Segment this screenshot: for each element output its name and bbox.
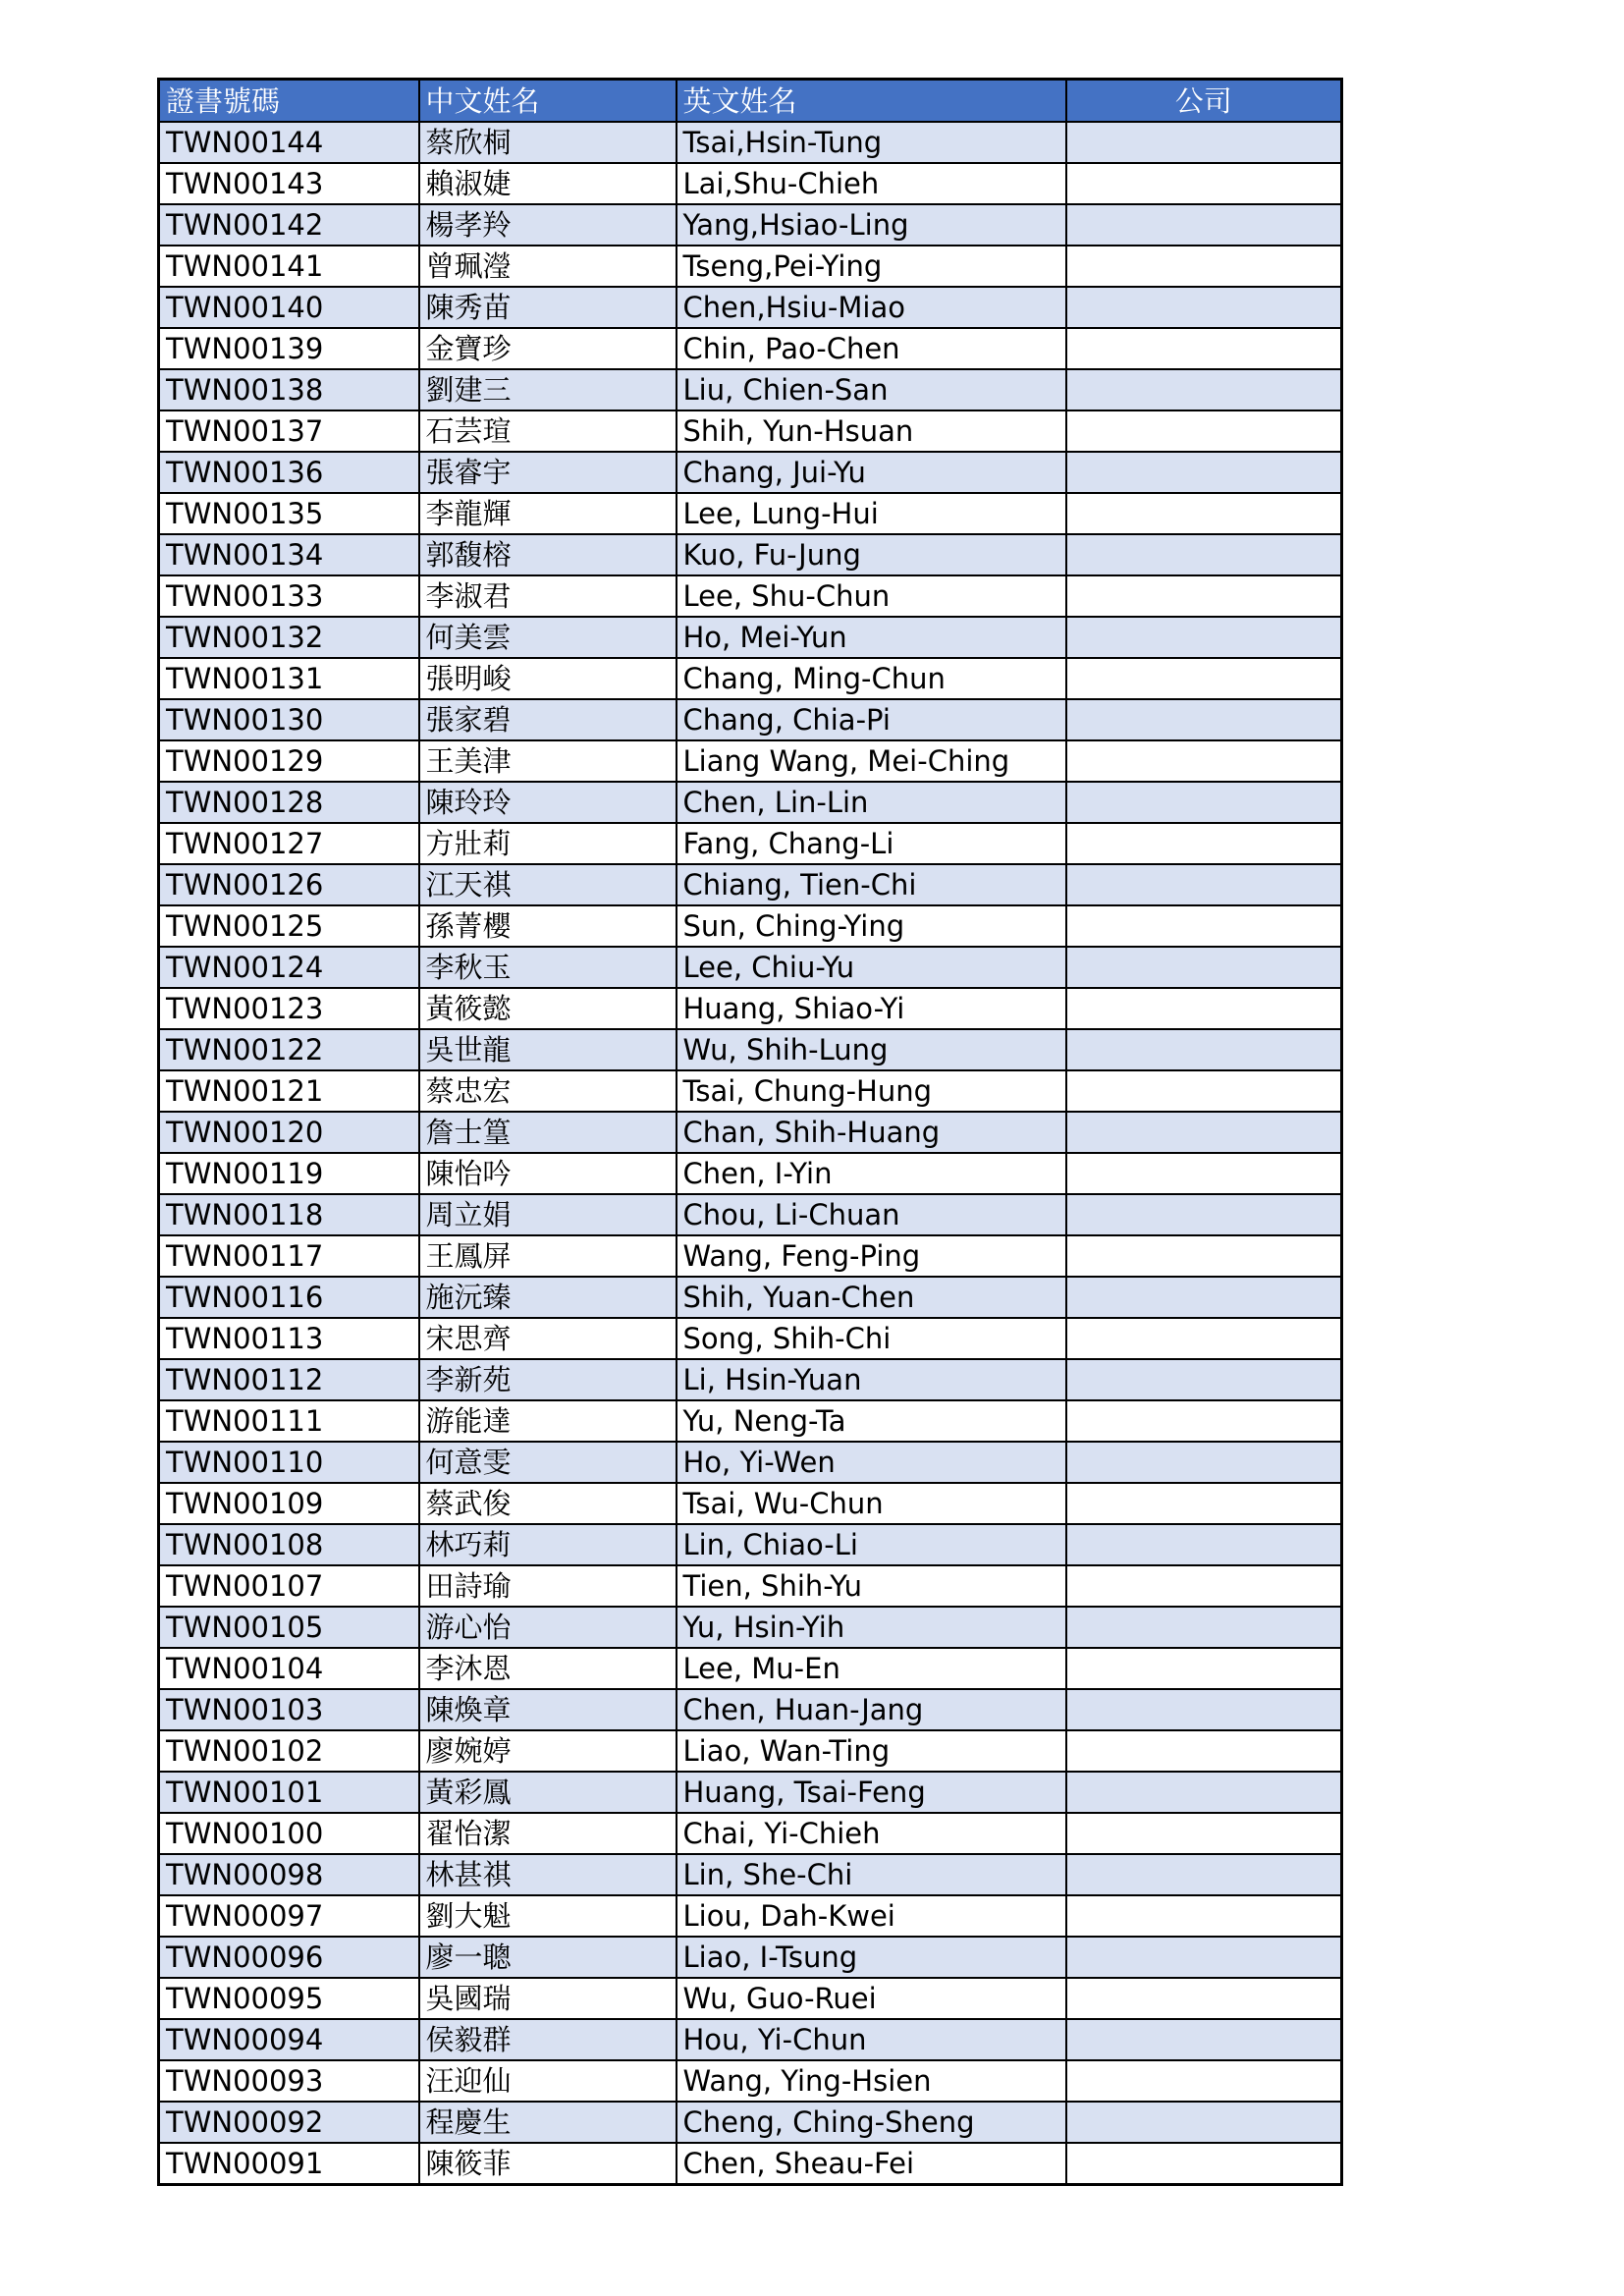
- english-name-cell: Wu, Shih-Lung: [677, 1029, 1066, 1070]
- english-name-cell: Shih, Yuan-Chen: [677, 1277, 1066, 1318]
- table-row: [159, 493, 1342, 534]
- english-name-cell: Song, Shih-Chi: [677, 1318, 1066, 1359]
- table-row: [159, 534, 1342, 575]
- company-cell: [1066, 905, 1342, 947]
- certificate-number-cell: TWN00125: [159, 905, 419, 947]
- company-cell: [1066, 1442, 1342, 1483]
- company-cell: [1066, 1937, 1342, 1978]
- company-cell: [1066, 1854, 1342, 1895]
- chinese-name-cell: 宋思齊: [419, 1318, 677, 1359]
- english-name-cell: Fang, Chang-Li: [677, 823, 1066, 864]
- english-name-cell: Huang, Tsai-Feng: [677, 1772, 1066, 1813]
- certificate-number-cell: TWN00135: [159, 493, 419, 534]
- table-body: [159, 122, 1342, 2185]
- table-row: [159, 740, 1342, 782]
- certificate-number-cell: TWN00130: [159, 699, 419, 740]
- certificate-number-cell: TWN00144: [159, 122, 419, 163]
- english-name-cell: Chai, Yi-Chieh: [677, 1813, 1066, 1854]
- certificate-number-cell: TWN00122: [159, 1029, 419, 1070]
- chinese-name-cell: 林巧莉: [419, 1524, 677, 1565]
- english-name-cell: Tien, Shih-Yu: [677, 1565, 1066, 1607]
- chinese-name-cell: 江天祺: [419, 864, 677, 905]
- english-name-cell: Chen, I-Yin: [677, 1153, 1066, 1194]
- english-name-cell: Wu, Guo-Ruei: [677, 1978, 1066, 2019]
- english-name-cell: Lin, She-Chi: [677, 1854, 1066, 1895]
- english-name-cell: Chen, Huan-Jang: [677, 1689, 1066, 1730]
- chinese-name-cell: 程慶生: [419, 2102, 677, 2143]
- certificate-number-cell: TWN00129: [159, 740, 419, 782]
- company-cell: [1066, 246, 1342, 287]
- chinese-name-cell: 蔡忠宏: [419, 1070, 677, 1112]
- english-name-cell: Ho, Mei-Yun: [677, 617, 1066, 658]
- chinese-name-cell: 石芸瑄: [419, 410, 677, 452]
- company-cell: [1066, 1153, 1342, 1194]
- certificate-number-cell: TWN00102: [159, 1730, 419, 1772]
- english-name-cell: Ho, Yi-Wen: [677, 1442, 1066, 1483]
- chinese-name-cell: 方壯莉: [419, 823, 677, 864]
- company-cell: [1066, 947, 1342, 988]
- certificate-number-cell: TWN00139: [159, 328, 419, 369]
- certificate-number-cell: TWN00143: [159, 163, 419, 204]
- table-row: [159, 1442, 1342, 1483]
- english-name-cell: Chin, Pao-Chen: [677, 328, 1066, 369]
- table-row: [159, 2019, 1342, 2060]
- table-row: [159, 1813, 1342, 1854]
- table-row: [159, 782, 1342, 823]
- certificate-number-cell: TWN00118: [159, 1194, 419, 1235]
- english-name-cell: Tseng,Pei-Ying: [677, 246, 1066, 287]
- table-row: [159, 287, 1342, 328]
- english-name-cell: Li, Hsin-Yuan: [677, 1359, 1066, 1400]
- certificate-number-cell: TWN00117: [159, 1235, 419, 1277]
- certificate-number-cell: TWN00095: [159, 1978, 419, 2019]
- english-name-cell: Huang, Shiao-Yi: [677, 988, 1066, 1029]
- company-cell: [1066, 493, 1342, 534]
- chinese-name-cell: 楊孝羚: [419, 204, 677, 246]
- english-name-cell: Chan, Shih-Huang: [677, 1112, 1066, 1153]
- chinese-name-cell: 施沅臻: [419, 1277, 677, 1318]
- certificate-number-cell: TWN00116: [159, 1277, 419, 1318]
- english-name-cell: Yu, Neng-Ta: [677, 1400, 1066, 1442]
- company-cell: [1066, 1772, 1342, 1813]
- certificate-number-cell: TWN00133: [159, 575, 419, 617]
- table-row: [159, 1153, 1342, 1194]
- table-row: [159, 204, 1342, 246]
- chinese-name-cell: 金寶珍: [419, 328, 677, 369]
- table-row: [159, 1689, 1342, 1730]
- certificate-number-cell: TWN00098: [159, 1854, 419, 1895]
- table-row: [159, 699, 1342, 740]
- table-row: [159, 328, 1342, 369]
- chinese-name-cell: 孫菁櫻: [419, 905, 677, 947]
- certificate-number-cell: TWN00091: [159, 2143, 419, 2185]
- certificate-number-cell: TWN00120: [159, 1112, 419, 1153]
- table-row: [159, 1112, 1342, 1153]
- certificate-number-cell: TWN00124: [159, 947, 419, 988]
- certificate-number-cell: TWN00140: [159, 287, 419, 328]
- chinese-name-cell: 賴淑婕: [419, 163, 677, 204]
- chinese-name-cell: 李秋玉: [419, 947, 677, 988]
- certificate-number-cell: TWN00104: [159, 1648, 419, 1689]
- company-cell: [1066, 2102, 1342, 2143]
- table-row: [159, 1029, 1342, 1070]
- company-cell: [1066, 1070, 1342, 1112]
- chinese-name-cell: 李沐恩: [419, 1648, 677, 1689]
- chinese-name-cell: 詹士篁: [419, 1112, 677, 1153]
- english-name-cell: Chang, Jui-Yu: [677, 452, 1066, 493]
- table-row: [159, 452, 1342, 493]
- chinese-name-cell: 劉大魁: [419, 1895, 677, 1937]
- table-row: [159, 1318, 1342, 1359]
- table-row: [159, 122, 1342, 163]
- header-row: [159, 80, 1342, 123]
- company-cell: [1066, 1524, 1342, 1565]
- company-cell: [1066, 617, 1342, 658]
- chinese-name-cell: 游心怡: [419, 1607, 677, 1648]
- chinese-name-cell: 張明峻: [419, 658, 677, 699]
- company-cell: [1066, 2019, 1342, 2060]
- header-certificate-number: 證書號碼: [159, 80, 419, 123]
- company-cell: [1066, 1277, 1342, 1318]
- english-name-cell: Kuo, Fu-Jung: [677, 534, 1066, 575]
- english-name-cell: Lai,Shu-Chieh: [677, 163, 1066, 204]
- english-name-cell: Liao, Wan-Ting: [677, 1730, 1066, 1772]
- table-row: [159, 1937, 1342, 1978]
- table-row: [159, 410, 1342, 452]
- english-name-cell: Chang, Ming-Chun: [677, 658, 1066, 699]
- table-row: [159, 1607, 1342, 1648]
- table-row: [159, 1524, 1342, 1565]
- english-name-cell: Lee, Shu-Chun: [677, 575, 1066, 617]
- company-cell: [1066, 575, 1342, 617]
- english-name-cell: Lee, Chiu-Yu: [677, 947, 1066, 988]
- chinese-name-cell: 李龍輝: [419, 493, 677, 534]
- certificate-number-cell: TWN00131: [159, 658, 419, 699]
- table-row: [159, 1235, 1342, 1277]
- english-name-cell: Liao, I-Tsung: [677, 1937, 1066, 1978]
- company-cell: [1066, 864, 1342, 905]
- table-row: [159, 864, 1342, 905]
- english-name-cell: Chiang, Tien-Chi: [677, 864, 1066, 905]
- chinese-name-cell: 郭馥榕: [419, 534, 677, 575]
- company-cell: [1066, 2060, 1342, 2102]
- company-cell: [1066, 1029, 1342, 1070]
- certificate-number-cell: TWN00097: [159, 1895, 419, 1937]
- table-row: [159, 1194, 1342, 1235]
- header-chinese-name: 中文姓名: [419, 80, 677, 123]
- certificate-number-cell: TWN00105: [159, 1607, 419, 1648]
- company-cell: [1066, 1689, 1342, 1730]
- table-row: [159, 575, 1342, 617]
- table-row: [159, 617, 1342, 658]
- table-row: [159, 1730, 1342, 1772]
- chinese-name-cell: 陳怡吟: [419, 1153, 677, 1194]
- company-cell: [1066, 410, 1342, 452]
- certificate-number-cell: TWN00092: [159, 2102, 419, 2143]
- company-cell: [1066, 1978, 1342, 2019]
- certificate-number-cell: TWN00112: [159, 1359, 419, 1400]
- chinese-name-cell: 汪迎仙: [419, 2060, 677, 2102]
- table-row: [159, 1070, 1342, 1112]
- table-row: [159, 1400, 1342, 1442]
- table-row: [159, 1565, 1342, 1607]
- chinese-name-cell: 周立娟: [419, 1194, 677, 1235]
- chinese-name-cell: 翟怡潔: [419, 1813, 677, 1854]
- table-row: [159, 2060, 1342, 2102]
- company-cell: [1066, 1565, 1342, 1607]
- company-cell: [1066, 163, 1342, 204]
- company-cell: [1066, 699, 1342, 740]
- certificate-number-cell: TWN00141: [159, 246, 419, 287]
- chinese-name-cell: 陳秀苗: [419, 287, 677, 328]
- chinese-name-cell: 陳煥章: [419, 1689, 677, 1730]
- certificate-table: [157, 78, 1343, 2186]
- chinese-name-cell: 吳國瑞: [419, 1978, 677, 2019]
- certificate-number-cell: TWN00113: [159, 1318, 419, 1359]
- certificate-number-cell: TWN00119: [159, 1153, 419, 1194]
- chinese-name-cell: 李新苑: [419, 1359, 677, 1400]
- chinese-name-cell: 陳筱菲: [419, 2143, 677, 2185]
- english-name-cell: Wang, Feng-Ping: [677, 1235, 1066, 1277]
- chinese-name-cell: 蔡武俊: [419, 1483, 677, 1524]
- table-row: [159, 369, 1342, 410]
- english-name-cell: Wang, Ying-Hsien: [677, 2060, 1066, 2102]
- chinese-name-cell: 張家碧: [419, 699, 677, 740]
- chinese-name-cell: 廖婉婷: [419, 1730, 677, 1772]
- english-name-cell: Liou, Dah-Kwei: [677, 1895, 1066, 1937]
- company-cell: [1066, 1607, 1342, 1648]
- certificate-number-cell: TWN00103: [159, 1689, 419, 1730]
- certificate-number-cell: TWN00132: [159, 617, 419, 658]
- certificate-number-cell: TWN00137: [159, 410, 419, 452]
- chinese-name-cell: 王鳳屏: [419, 1235, 677, 1277]
- chinese-name-cell: 田詩瑜: [419, 1565, 677, 1607]
- english-name-cell: Chen,Hsiu-Miao: [677, 287, 1066, 328]
- chinese-name-cell: 游能達: [419, 1400, 677, 1442]
- english-name-cell: Shih, Yun-Hsuan: [677, 410, 1066, 452]
- company-cell: [1066, 1895, 1342, 1937]
- company-cell: [1066, 1194, 1342, 1235]
- chinese-name-cell: 廖一聰: [419, 1937, 677, 1978]
- certificate-number-cell: TWN00100: [159, 1813, 419, 1854]
- header-company: 公司: [1066, 80, 1342, 123]
- company-cell: [1066, 287, 1342, 328]
- chinese-name-cell: 黃彩鳳: [419, 1772, 677, 1813]
- table-row: [159, 1359, 1342, 1400]
- company-cell: [1066, 1318, 1342, 1359]
- certificate-number-cell: TWN00111: [159, 1400, 419, 1442]
- certificate-number-cell: TWN00138: [159, 369, 419, 410]
- chinese-name-cell: 何美雲: [419, 617, 677, 658]
- certificate-number-cell: TWN00142: [159, 204, 419, 246]
- table-row: [159, 658, 1342, 699]
- english-name-cell: Sun, Ching-Ying: [677, 905, 1066, 947]
- english-name-cell: Hou, Yi-Chun: [677, 2019, 1066, 2060]
- company-cell: [1066, 1235, 1342, 1277]
- english-name-cell: Liang Wang, Mei-Ching: [677, 740, 1066, 782]
- chinese-name-cell: 林甚祺: [419, 1854, 677, 1895]
- certificate-number-cell: TWN00096: [159, 1937, 419, 1978]
- certificate-number-cell: TWN00109: [159, 1483, 419, 1524]
- certificate-number-cell: TWN00093: [159, 2060, 419, 2102]
- english-name-cell: Chen, Sheau-Fei: [677, 2143, 1066, 2185]
- chinese-name-cell: 曾珮瀅: [419, 246, 677, 287]
- company-cell: [1066, 1648, 1342, 1689]
- certificate-number-cell: TWN00126: [159, 864, 419, 905]
- chinese-name-cell: 張睿宇: [419, 452, 677, 493]
- table-row: [159, 1277, 1342, 1318]
- chinese-name-cell: 劉建三: [419, 369, 677, 410]
- company-cell: [1066, 658, 1342, 699]
- table-row: [159, 823, 1342, 864]
- company-cell: [1066, 328, 1342, 369]
- company-cell: [1066, 122, 1342, 163]
- table-row: [159, 1895, 1342, 1937]
- company-cell: [1066, 1359, 1342, 1400]
- table-row: [159, 947, 1342, 988]
- table-row: [159, 246, 1342, 287]
- company-cell: [1066, 204, 1342, 246]
- certificate-number-cell: TWN00101: [159, 1772, 419, 1813]
- english-name-cell: Tsai,Hsin-Tung: [677, 122, 1066, 163]
- chinese-name-cell: 李淑君: [419, 575, 677, 617]
- company-cell: [1066, 782, 1342, 823]
- company-cell: [1066, 1400, 1342, 1442]
- chinese-name-cell: 黃筱懿: [419, 988, 677, 1029]
- company-cell: [1066, 2143, 1342, 2185]
- table-row: [159, 905, 1342, 947]
- company-cell: [1066, 452, 1342, 493]
- english-name-cell: Chen, Lin-Lin: [677, 782, 1066, 823]
- company-cell: [1066, 534, 1342, 575]
- english-name-cell: Tsai, Chung-Hung: [677, 1070, 1066, 1112]
- table-row: [159, 1854, 1342, 1895]
- chinese-name-cell: 王美津: [419, 740, 677, 782]
- english-name-cell: Yu, Hsin-Yih: [677, 1607, 1066, 1648]
- company-cell: [1066, 1483, 1342, 1524]
- company-cell: [1066, 1730, 1342, 1772]
- company-cell: [1066, 1112, 1342, 1153]
- company-cell: [1066, 988, 1342, 1029]
- english-name-cell: Chang, Chia-Pi: [677, 699, 1066, 740]
- certificate-number-cell: TWN00108: [159, 1524, 419, 1565]
- certificate-number-cell: TWN00127: [159, 823, 419, 864]
- table-row: [159, 1483, 1342, 1524]
- chinese-name-cell: 陳玲玲: [419, 782, 677, 823]
- table-row: [159, 163, 1342, 204]
- company-cell: [1066, 369, 1342, 410]
- certificate-number-cell: TWN00094: [159, 2019, 419, 2060]
- english-name-cell: Lin, Chiao-Li: [677, 1524, 1066, 1565]
- company-cell: [1066, 1813, 1342, 1854]
- english-name-cell: Cheng, Ching-Sheng: [677, 2102, 1066, 2143]
- english-name-cell: Lee, Lung-Hui: [677, 493, 1066, 534]
- english-name-cell: Liu, Chien-San: [677, 369, 1066, 410]
- table-row: [159, 2143, 1342, 2185]
- english-name-cell: Lee, Mu-En: [677, 1648, 1066, 1689]
- company-cell: [1066, 740, 1342, 782]
- chinese-name-cell: 侯毅群: [419, 2019, 677, 2060]
- table-row: [159, 988, 1342, 1029]
- english-name-cell: Yang,Hsiao-Ling: [677, 204, 1066, 246]
- header-english-name: 英文姓名: [677, 80, 1066, 123]
- company-cell: [1066, 823, 1342, 864]
- certificate-number-cell: TWN00136: [159, 452, 419, 493]
- english-name-cell: Chou, Li-Chuan: [677, 1194, 1066, 1235]
- english-name-cell: Tsai, Wu-Chun: [677, 1483, 1066, 1524]
- table-row: [159, 1772, 1342, 1813]
- certificate-number-cell: TWN00128: [159, 782, 419, 823]
- chinese-name-cell: 吳世龍: [419, 1029, 677, 1070]
- table-row: [159, 2102, 1342, 2143]
- table-row: [159, 1978, 1342, 2019]
- certificate-number-cell: TWN00107: [159, 1565, 419, 1607]
- certificate-number-cell: TWN00110: [159, 1442, 419, 1483]
- chinese-name-cell: 蔡欣桐: [419, 122, 677, 163]
- table-row: [159, 1648, 1342, 1689]
- chinese-name-cell: 何意雯: [419, 1442, 677, 1483]
- certificate-number-cell: TWN00123: [159, 988, 419, 1029]
- certificate-number-cell: TWN00121: [159, 1070, 419, 1112]
- certificate-number-cell: TWN00134: [159, 534, 419, 575]
